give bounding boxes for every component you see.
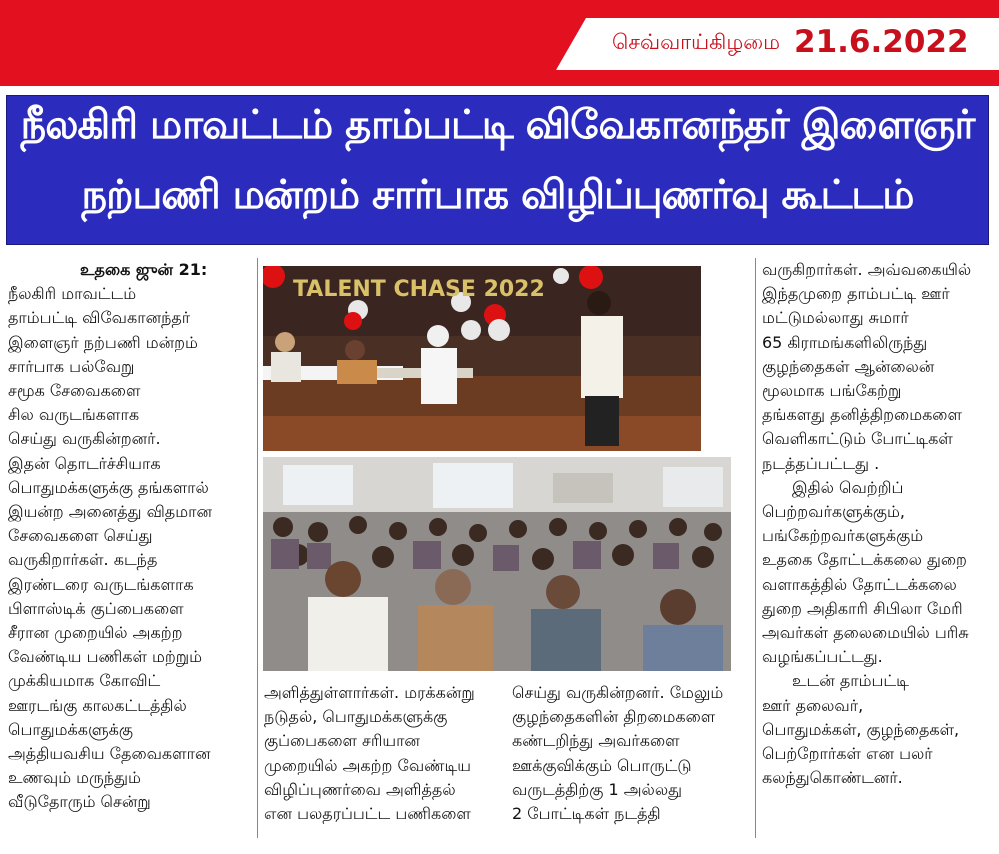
text-line: வெளிகாட்டும் போட்டிகள் — [762, 429, 953, 449]
text-line: குழந்தைகளின் திறமைகளை — [512, 707, 716, 727]
text-line: இரண்டரை வருடங்களாக — [8, 574, 194, 594]
dateline: உதகை ஜுன் 21: — [80, 260, 208, 279]
text-line: பிளாஸ்டிக் குப்பைகளை — [8, 598, 184, 618]
text-line: சேவைகளை செய்து — [8, 526, 153, 546]
text-line: சார்பாக பல்வேறு — [8, 356, 135, 376]
text-line: 2 போட்டிகள் நடத்தி — [512, 804, 661, 824]
text-line: விழிப்புணர்வை அளித்தல் — [264, 779, 456, 799]
text-line: இயன்ற அனைத்து விதமான — [8, 502, 212, 522]
stage-photo-art — [263, 266, 701, 451]
article-column-2 — [264, 681, 500, 826]
text-line: மூலமாக பங்கேற்று — [762, 381, 902, 401]
text-line: அவர்கள் தலைமையில் பரிசு — [762, 623, 969, 643]
text-line: முறையில் அகற்ற வேண்டிய — [264, 755, 471, 775]
issue-date: 21.6.2022 — [794, 24, 969, 60]
text-line: முக்கியமாக கோவிட் — [8, 671, 161, 691]
text-line: துறை அதிகாரி சிபிலா மேரி — [762, 598, 963, 618]
audience-photo — [263, 457, 731, 671]
headline-line-1: நீலகிரி மாவட்டம் தாம்பட்டி விவேகானந்தர் இளைஞர் — [20, 102, 975, 148]
text-line: 65 கிராமங்களிலிருந்து — [762, 332, 928, 352]
text-line: உணவும் மருந்தும் — [8, 768, 141, 788]
text-line: வேண்டிய பணிகள் மற்றும் — [8, 647, 203, 667]
text-line: பொதுமக்கள், குழந்தைகள், — [762, 719, 960, 739]
text-line: இதில் வெற்றிப் — [792, 477, 904, 497]
text-line: நடத்தப்பட்டது . — [762, 453, 880, 473]
text-line: இதன் தொடர்ச்சியாக — [8, 453, 161, 473]
text-line: குப்பைகளை சரியான — [264, 731, 420, 751]
article-column-1 — [8, 258, 252, 815]
text-line: வளாகத்தில் தோட்டக்கலை — [762, 574, 957, 594]
text-line: கண்டறிந்து அவர்களை — [512, 731, 680, 751]
text-line: கலந்துகொண்டனர். — [762, 768, 903, 788]
text-line: பெற்றவர்களுக்கும், — [762, 502, 906, 522]
text-line: என பலதரப்பட்ட பணிகளை — [264, 804, 471, 824]
text-line: ஊரடங்கு காலகட்டத்தில் — [8, 695, 187, 715]
text-line: நீலகிரி மாவட்டம் — [8, 284, 137, 304]
text-line: உடன் தாம்பட்டி — [792, 671, 909, 691]
text-line: ஊர் தலைவர், — [762, 695, 864, 715]
article-column-3 — [512, 681, 748, 826]
audience-photo-art — [263, 457, 731, 671]
text-line: அளித்துள்ளார்கள். மரக்கன்று — [264, 683, 475, 702]
headline-line-2: நற்பணி மன்றம் சார்பாக விழிப்புணர்வு கூட்டம் — [81, 172, 914, 218]
weekday: செவ்வாய்கிழமை — [612, 30, 781, 54]
article-column-4 — [762, 258, 990, 790]
column-rule — [755, 258, 756, 838]
text-line: இளைஞர் நற்பணி மன்றம் — [8, 332, 198, 352]
text-line: மட்டுமல்லாது சுமார் — [762, 308, 909, 328]
text-line: வழங்கப்பட்டது. — [762, 647, 883, 667]
text-line: வருகிறார்கள். கடந்த — [8, 550, 158, 570]
text-line: பொதுமக்களுக்கு — [8, 719, 133, 739]
text-line: பெற்றோர்கள் என பலர் — [762, 744, 933, 764]
banner-text: TALENT CHASE 2022 — [293, 277, 545, 302]
column-rule — [257, 258, 258, 838]
text-line: வருகிறார்கள். அவ்வகையில் — [762, 260, 972, 279]
text-line: வருடத்திற்கு 1 அல்லது — [512, 779, 682, 799]
text-line: குழந்தைகள் ஆன்லைன் — [762, 356, 935, 376]
text-line: தங்களது தனித்திறமைகளை — [762, 405, 962, 425]
text-line: சமூக சேவைகளை — [8, 381, 141, 401]
text-line: உதகை தோட்டக்கலை துறை — [762, 550, 967, 570]
text-line: ஊக்குவிக்கும் பொருட்டு — [512, 755, 692, 775]
stage-photo — [263, 266, 701, 451]
text-line: அத்தியவசிய தேவைகளான — [8, 744, 211, 764]
text-line: நடுதல், பொதுமக்களுக்கு — [264, 707, 448, 727]
headline-box — [6, 95, 989, 245]
text-line: பொதுமக்களுக்கு தங்களால் — [8, 477, 209, 497]
text-line: சில வருடங்களாக — [8, 405, 140, 425]
text-line: வீடுதோரும் சென்று — [8, 792, 151, 812]
text-line: தாம்பட்டி விவேகானந்தர் — [8, 308, 191, 328]
text-line: செய்து வருகின்றனர். மேலும் — [512, 683, 724, 702]
text-line: செய்து வருகின்றனர். — [8, 429, 161, 449]
text-line: சீரான முறையில் அகற்ற — [8, 623, 183, 643]
text-line: இந்தமுறை தாம்பட்டி ஊர் — [762, 284, 950, 304]
text-line: பங்கேற்றவர்களுக்கும் — [762, 526, 924, 546]
